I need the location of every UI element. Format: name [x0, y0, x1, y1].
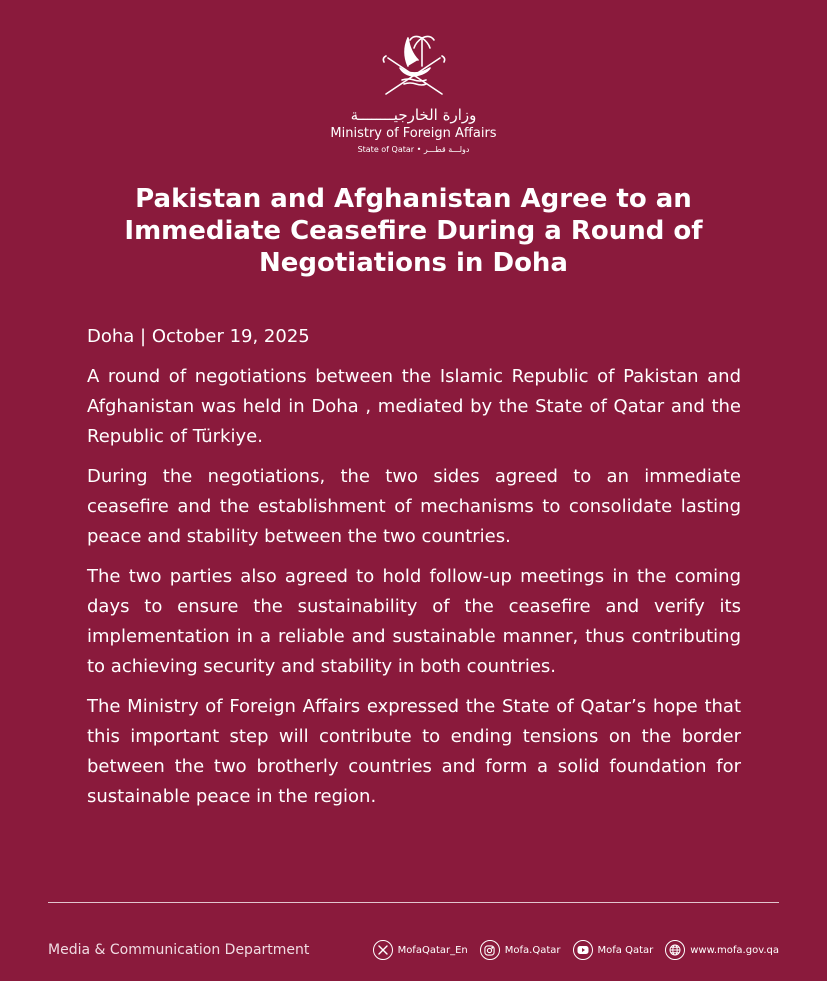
ministry-arabic-name: وزارة الخارجيــــــــة	[350, 106, 477, 124]
social-link-website[interactable]	[665, 940, 779, 960]
footer	[48, 930, 779, 970]
paragraph: A round of negotiations between the Islamic Republic of Pakistan and Afghanistan was held in Doha , mediated by the State of Qatar and the Republic of Türkiye.	[87, 366, 741, 447]
paragraph: During the negotiations, the two sides agreed to an immediate ceasefire and the establishment of mechanisms to consolidate lasting peace and stability between the two countries.	[87, 466, 741, 547]
social-link-youtube[interactable]	[573, 940, 654, 960]
social-label: Mofa.Qatar	[504, 944, 561, 956]
x-icon	[373, 940, 393, 960]
statement-body	[87, 322, 741, 822]
page-title: Pakistan and Afghanistan Agree to an Immediate Ceasefire During a Round of Negotiations in Doha	[124, 184, 703, 278]
paragraph: The Ministry of Foreign Affairs expressed the State of Qatar’s hope that this important step will contribute to ending tensions on the border between the two brotherly countries and form a solid foundation for sustainable peace in the region.	[87, 696, 741, 807]
ministry-header	[0, 28, 827, 155]
social-link-instagram[interactable]	[480, 940, 561, 960]
ministry-english-name: Ministry of Foreign Affairs	[330, 126, 497, 141]
instagram-icon	[480, 940, 500, 960]
social-links	[373, 940, 779, 960]
paragraph: The two parties also agreed to hold follow-up meetings in the coming days to ensure the sustainability of the ceasefire and verify its implementation in a reliable and sustainable manner, thus contributing to achieving security and stability in both countries.	[87, 566, 741, 677]
department-name: Media & Communication Department	[48, 942, 310, 958]
globe-icon	[665, 940, 685, 960]
social-link-x[interactable]	[373, 940, 468, 960]
social-label: MofaQatar_En	[397, 944, 468, 956]
youtube-icon	[573, 940, 593, 960]
footer-divider	[48, 902, 779, 903]
state-of-qatar-line: State of Qatar • دولـــة قطـــر	[357, 145, 470, 154]
social-label: www.mofa.gov.qa	[690, 944, 779, 956]
qatar-emblem-icon	[378, 28, 450, 100]
social-label: Mofa Qatar	[597, 944, 654, 956]
dateline: Doha | October 19, 2025	[87, 326, 310, 347]
